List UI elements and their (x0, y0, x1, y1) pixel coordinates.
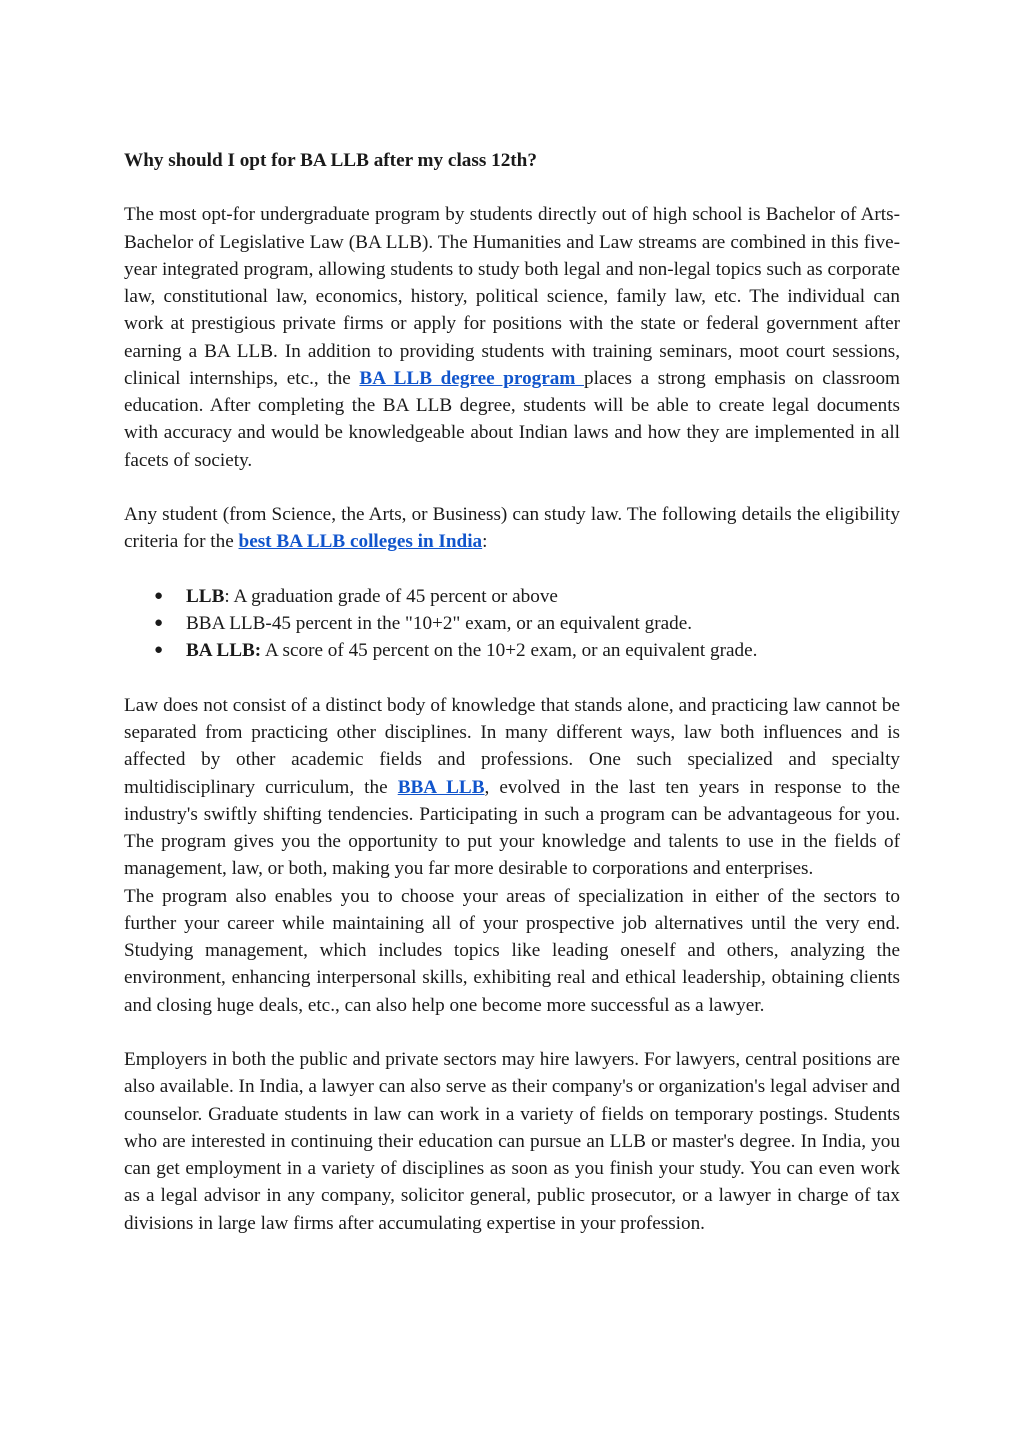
paragraph-text: The most opt-for undergraduate program by students directly out of high school is Bachelor of Arts- Bachelor of Legislative Law (BA LLB). The Humanities and Law streams are combined in this five-year integrated program, allowing students to study both legal and non-legal topics such as corporate law, constitutional law, economics, history, political science, family law, etc. The individual can work at prestigious private firms or apply for positions with the state or federal government after earning a BA LLB. In addition to providing students with training seminars, moot court sessions, clinical internships, etc., the (124, 204, 900, 389)
paragraph-multidisciplinary (124, 692, 900, 883)
list-item-text: A score of 45 percent on the 10+2 exam, or an equivalent grade. (261, 640, 758, 662)
document-heading: Why should I opt for BA LLB after my class 12th? (124, 150, 537, 171)
list-item-bold: BA LLB: (186, 640, 262, 662)
document-page (124, 147, 900, 1237)
paragraph-text: : (482, 531, 488, 553)
bullet-icon: ● (154, 587, 164, 604)
paragraph-employment: Employers in both the public and private sectors may hire lawyers. For lawyers, central positions are also available. In India, a lawyer can also serve as their company's or organization's legal adviser and counselor. Graduate students in law can work in a variety of fields on temporary postings. Students who are interested in continuing their education can pursue an LLB or master's degree. In India, you can get employment in a variety of disciplines as soon as you finish your study. You can even work as a legal advisor in any company, solicitor general, public prosecutor, or a lawyer in charge of tax divisions in large law firms after accumulating expertise in your profession. (124, 1049, 900, 1234)
list-item (124, 637, 900, 664)
bullet-icon: ● (154, 615, 164, 631)
paragraph-text: places a strong emphasis on classroom education. After completing the BA LLB degree, students will be able to create legal documents with accuracy and would be knowledgeable about Indian laws and how they are implemented in all facets of society. (124, 367, 900, 471)
eligibility-list (124, 583, 900, 665)
ba-llb-degree-program-link[interactable]: BA LLB degree program (359, 367, 585, 389)
paragraph-specialization: The program also enables you to choose your areas of specialization in either of the sectors to further your career while maintaining all of your prospective job alternatives until the very end. Studying management, which includes topics like leading oneself and others, analyzing the environment, enhancing interpersonal skills, exhibiting real and ethical leadership, obtaining clients and closing huge deals, etc., can also help one become more successful as a lawyer. (124, 885, 900, 1016)
list-item (124, 583, 900, 610)
list-item-bold: LLB (186, 585, 225, 607)
list-item-text: : A graduation grade of 45 percent or above (224, 585, 558, 607)
paragraph-text: Law does not consist of a distinct body of knowledge that stands alone, and practicing law cannot be separated from practicing other disciplines. In many different ways, law both influences and is affected by other academic fields and professions. One such specialized and specialty multidisciplinary curriculum, the (124, 694, 900, 798)
list-item-text: BBA LLB-45 percent in the "10+2" exam, or an equivalent grade. (186, 613, 693, 634)
paragraph-text: Any student (from Science, the Arts, or Business) can study law. The following details the eligibility criteria for the (124, 504, 900, 553)
paragraph-eligibility (124, 501, 900, 556)
best-ba-llb-colleges-link[interactable]: best BA LLB colleges in India (238, 531, 483, 553)
bba-llb-link[interactable]: BBA LLB (397, 776, 485, 798)
paragraph-ba-llb-intro (124, 201, 900, 474)
list-item (124, 610, 900, 637)
bullet-icon: ● (154, 642, 164, 659)
paragraph-text: , evolved in the last ten years in response to the industry's swiftly shifting tendencies. Participating in such a program can be advantageous for you. The program gives you the opportunity to put your knowledge and talents to use in the fields of management, law, or both, making you far more desirable to corporations and enterprises. (124, 776, 900, 880)
